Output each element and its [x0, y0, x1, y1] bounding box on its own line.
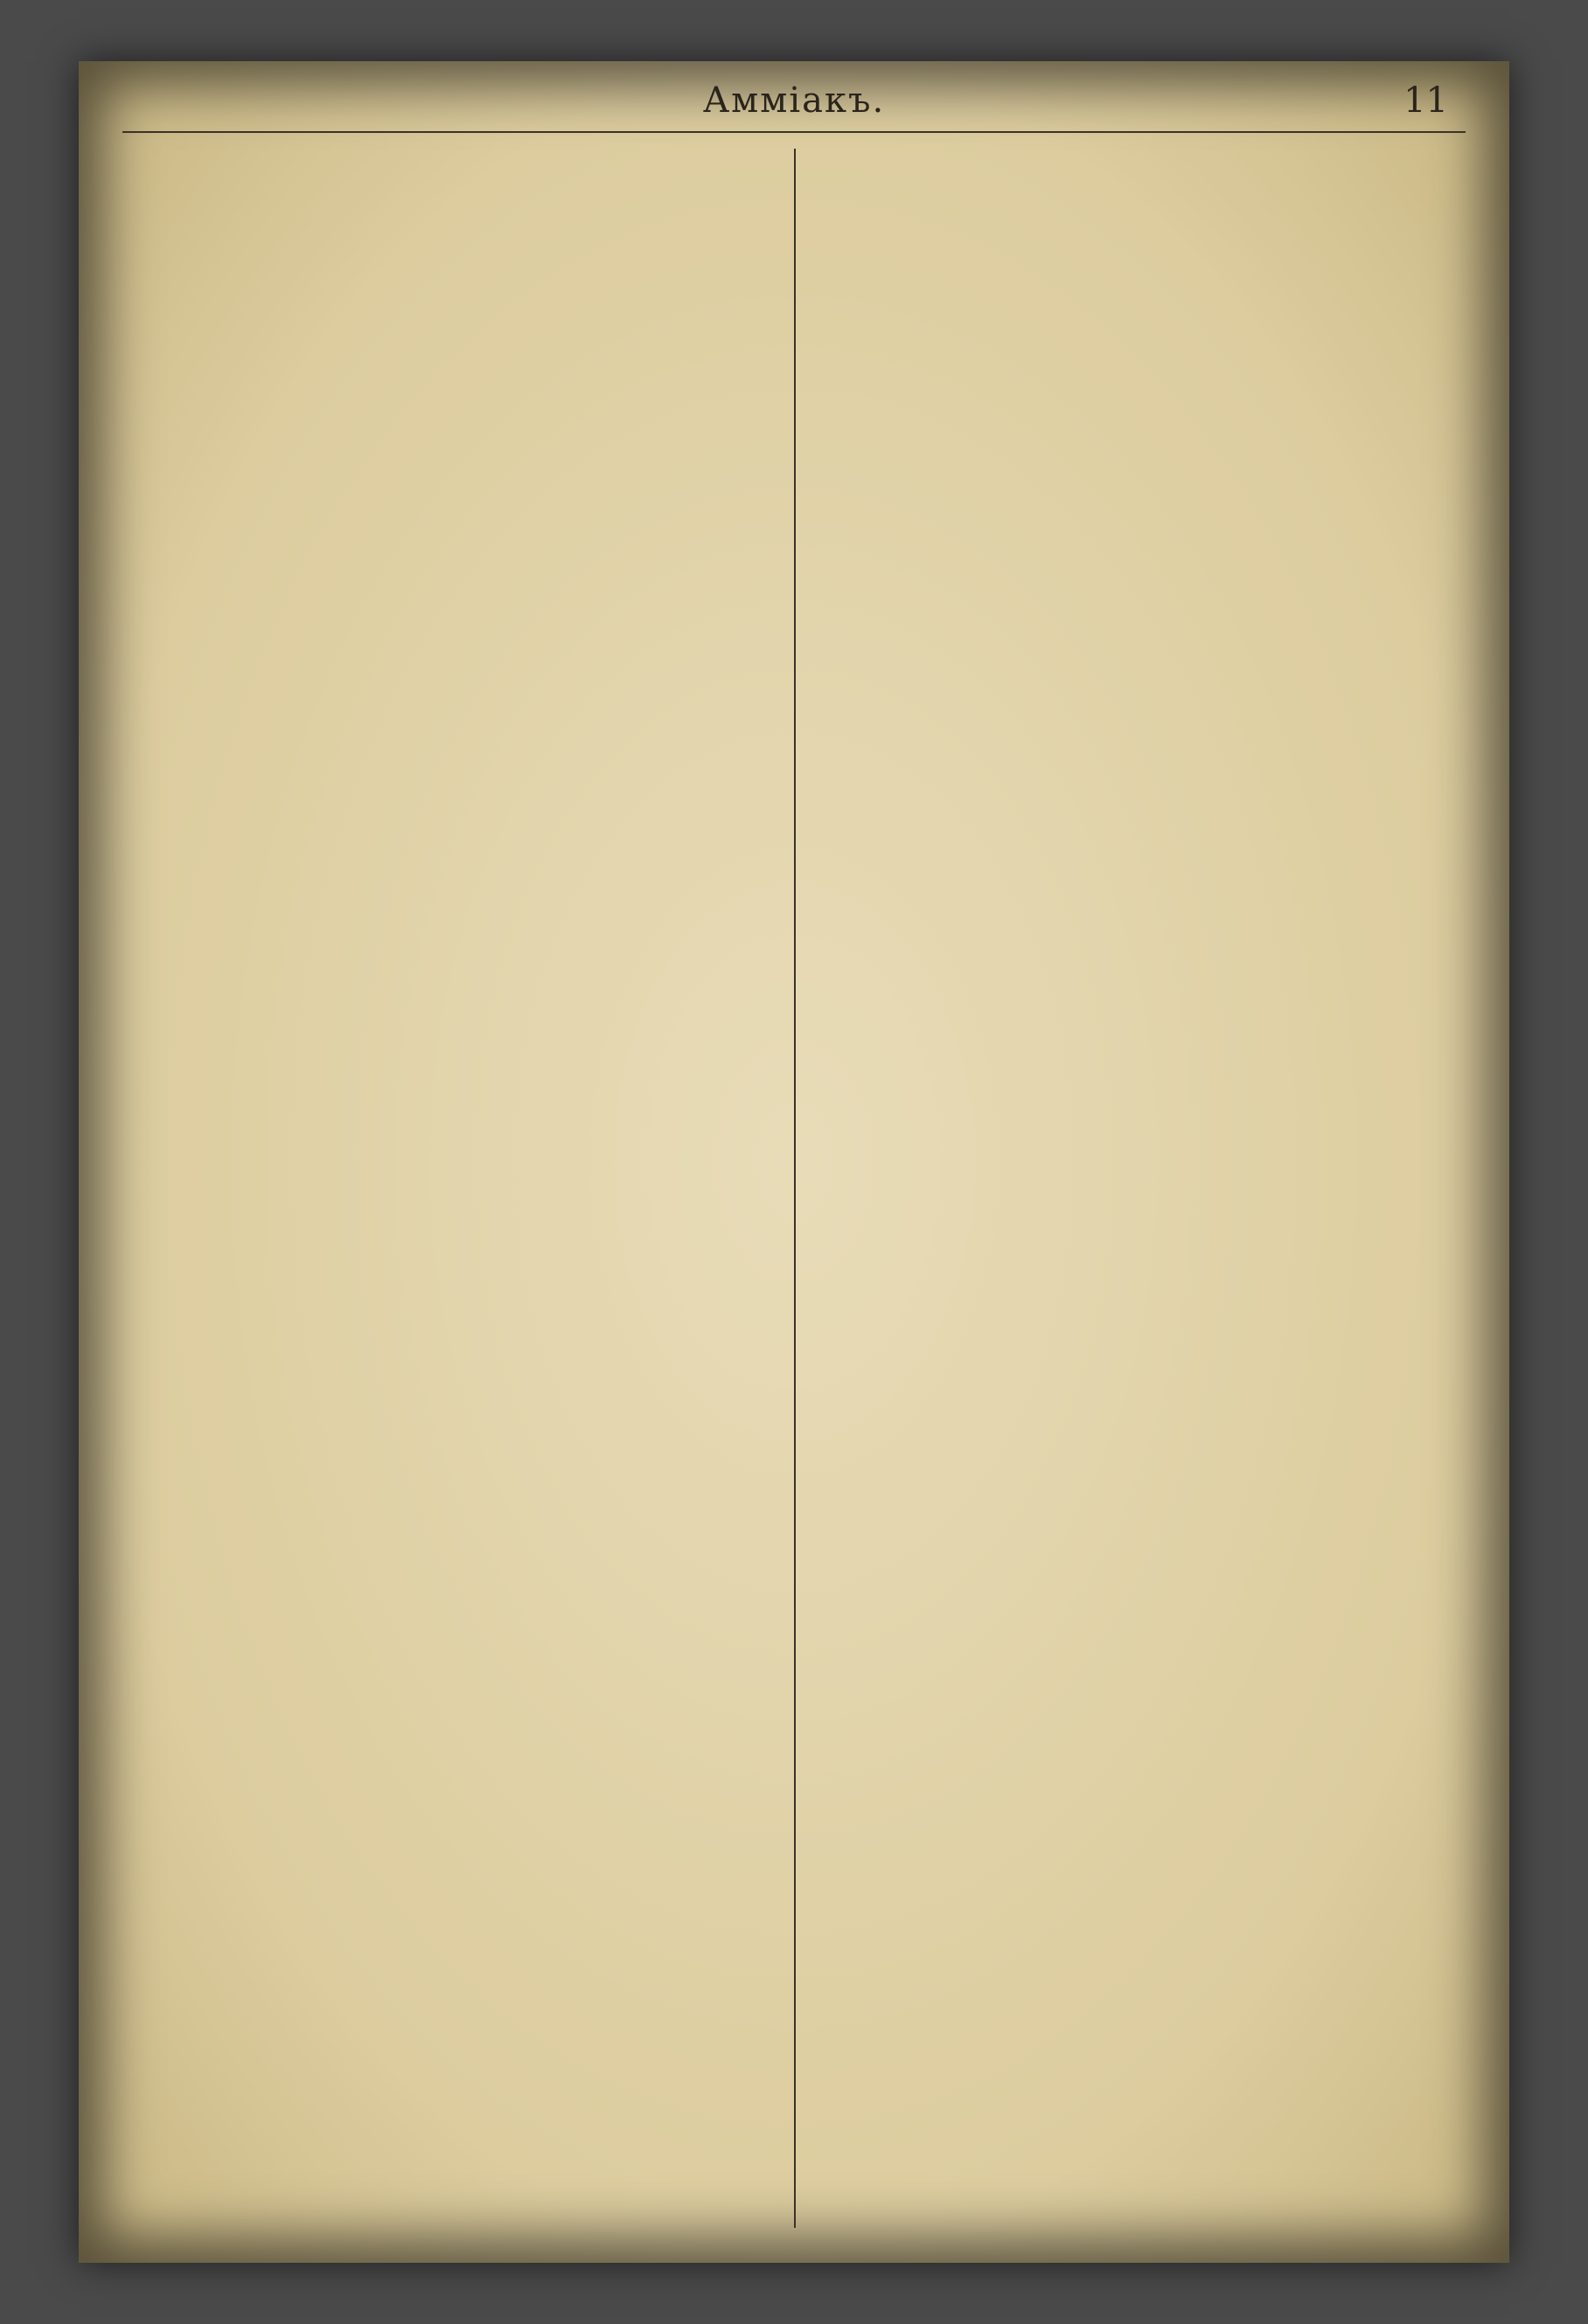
running-header: [122, 70, 1466, 133]
left-column-text: [122, 149, 778, 2228]
page: [79, 61, 1509, 2263]
page-number: 11: [1403, 80, 1448, 121]
column-divider: [794, 149, 796, 2228]
right-column-text: [810, 149, 1466, 2228]
running-title: Аммiакъ.: [702, 80, 886, 121]
